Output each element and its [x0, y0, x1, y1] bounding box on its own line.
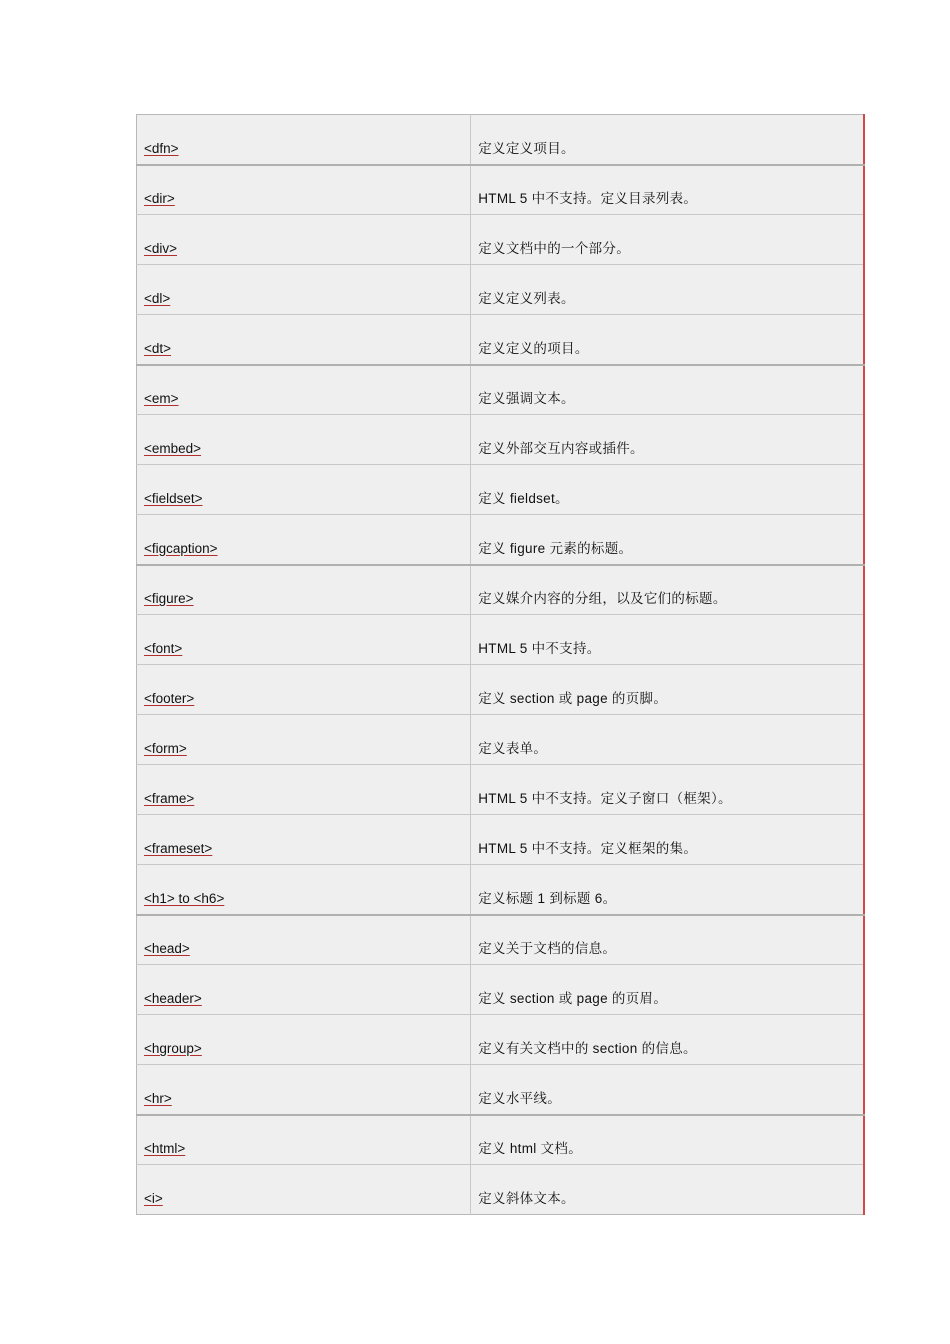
table-row	[137, 465, 865, 515]
description-cell	[471, 565, 864, 615]
tag-link[interactable]: <dir>	[144, 191, 175, 206]
table-body	[137, 115, 865, 1215]
tag-cell	[137, 765, 471, 815]
tag-link[interactable]: <footer>	[144, 691, 195, 706]
table-row	[137, 1115, 865, 1165]
description-cell	[471, 615, 864, 665]
tag-cell	[137, 115, 471, 165]
table-row	[137, 415, 865, 465]
tag-description: 定义文档中的一个部分。	[478, 241, 631, 256]
tag-description: 定义水平线。	[478, 1090, 562, 1106]
tag-cell	[137, 915, 471, 965]
description-cell	[471, 965, 864, 1015]
tag-description: HTML 5 中不支持。定义子窗口（框架）。	[478, 791, 732, 806]
tag-link[interactable]: <figcaption>	[144, 540, 218, 556]
tag-description: 定义强调文本。	[478, 391, 575, 406]
description-cell	[471, 1015, 864, 1065]
tag-description: HTML 5 中不支持。	[478, 641, 601, 656]
description-cell	[471, 265, 864, 315]
tag-cell	[137, 565, 471, 615]
tag-description: 定义外部交互内容或插件。	[478, 441, 644, 456]
html-tag-reference-table	[136, 114, 865, 1215]
tag-cell	[137, 315, 471, 365]
tag-link[interactable]: <fieldset>	[144, 491, 203, 506]
description-cell	[471, 365, 864, 415]
description-cell	[471, 1065, 864, 1115]
tag-description: 定义 fieldset。	[478, 491, 569, 506]
table-row	[137, 265, 865, 315]
tag-link[interactable]: <frameset>	[144, 841, 213, 856]
tag-description: HTML 5 中不支持。定义框架的集。	[478, 841, 698, 856]
tag-description: 定义 html 文档。	[478, 1141, 583, 1156]
description-cell	[471, 865, 864, 915]
tag-link[interactable]: <figure>	[144, 591, 194, 606]
tag-cell	[137, 815, 471, 865]
tag-cell	[137, 1165, 471, 1215]
description-cell	[471, 315, 864, 365]
table-row	[137, 1065, 865, 1115]
table-row	[137, 215, 865, 265]
description-cell	[471, 765, 864, 815]
table-row	[137, 315, 865, 365]
tag-link[interactable]: <html>	[144, 1141, 186, 1156]
table-row	[137, 665, 865, 715]
tag-link[interactable]: <div>	[144, 241, 178, 256]
tag-link[interactable]: <font>	[144, 641, 183, 656]
tag-description: 定义 figure 元素的标题。	[478, 540, 633, 556]
tag-link[interactable]: <hr>	[144, 1090, 172, 1106]
tag-cell	[137, 615, 471, 665]
tag-link[interactable]: <dt>	[144, 340, 172, 356]
tag-description: 定义斜体文本。	[478, 1191, 575, 1206]
table-row	[137, 1165, 865, 1215]
tag-link[interactable]: <i>	[144, 1191, 163, 1206]
tag-cell	[137, 465, 471, 515]
description-cell	[471, 1165, 864, 1215]
tag-description: 定义 section 或 page 的页脚。	[478, 691, 668, 706]
table-row	[137, 615, 865, 665]
description-cell	[471, 715, 864, 765]
tag-cell	[137, 415, 471, 465]
tag-description: 定义媒介内容的分组，以及它们的标题。	[478, 591, 727, 606]
tag-cell	[137, 1015, 471, 1065]
tag-description: 定义标题 1 到标题 6。	[478, 890, 617, 906]
tag-link[interactable]: <dl>	[144, 291, 171, 306]
description-cell	[471, 515, 864, 565]
description-cell	[471, 1115, 864, 1165]
description-cell	[471, 115, 864, 165]
table-row	[137, 365, 865, 415]
table-row	[137, 115, 865, 165]
tag-description: HTML 5 中不支持。定义目录列表。	[478, 191, 698, 206]
tag-link[interactable]: <h1> to <h6>	[144, 890, 225, 906]
tag-link[interactable]: <header>	[144, 991, 202, 1006]
tag-description: 定义有关文档中的 section 的信息。	[478, 1041, 697, 1056]
tag-description: 定义关于文档的信息。	[478, 941, 617, 956]
tag-cell	[137, 515, 471, 565]
description-cell	[471, 915, 864, 965]
tag-description: 定义定义的项目。	[478, 340, 589, 356]
table-row	[137, 1015, 865, 1065]
tag-cell	[137, 1065, 471, 1115]
tag-description: 定义表单。	[478, 741, 548, 756]
tag-cell	[137, 215, 471, 265]
tag-cell	[137, 1115, 471, 1165]
tag-cell	[137, 965, 471, 1015]
tag-cell	[137, 165, 471, 215]
tag-link[interactable]: <frame>	[144, 791, 195, 806]
table-row	[137, 165, 865, 215]
tag-description: 定义定义项目。	[478, 140, 575, 156]
tag-cell	[137, 665, 471, 715]
table-row	[137, 915, 865, 965]
tag-link[interactable]: <form>	[144, 741, 187, 756]
description-cell	[471, 165, 864, 215]
description-cell	[471, 465, 864, 515]
tag-cell	[137, 365, 471, 415]
tag-cell	[137, 265, 471, 315]
tag-link[interactable]: <hgroup>	[144, 1041, 202, 1056]
table-row	[137, 965, 865, 1015]
table-row	[137, 815, 865, 865]
table-row	[137, 765, 865, 815]
description-cell	[471, 415, 864, 465]
description-cell	[471, 215, 864, 265]
table-row	[137, 715, 865, 765]
tag-description: 定义 section 或 page 的页眉。	[478, 991, 668, 1006]
table-row	[137, 865, 865, 915]
tag-description: 定义定义列表。	[478, 291, 575, 306]
tag-link[interactable]: <dfn>	[144, 140, 179, 156]
tag-cell	[137, 865, 471, 915]
tag-link[interactable]: <em>	[144, 391, 179, 406]
description-cell	[471, 665, 864, 715]
table-row	[137, 515, 865, 565]
tag-link[interactable]: <embed>	[144, 441, 202, 456]
description-cell	[471, 815, 864, 865]
tag-cell	[137, 715, 471, 765]
tag-link[interactable]: <head>	[144, 941, 190, 956]
table-row	[137, 565, 865, 615]
